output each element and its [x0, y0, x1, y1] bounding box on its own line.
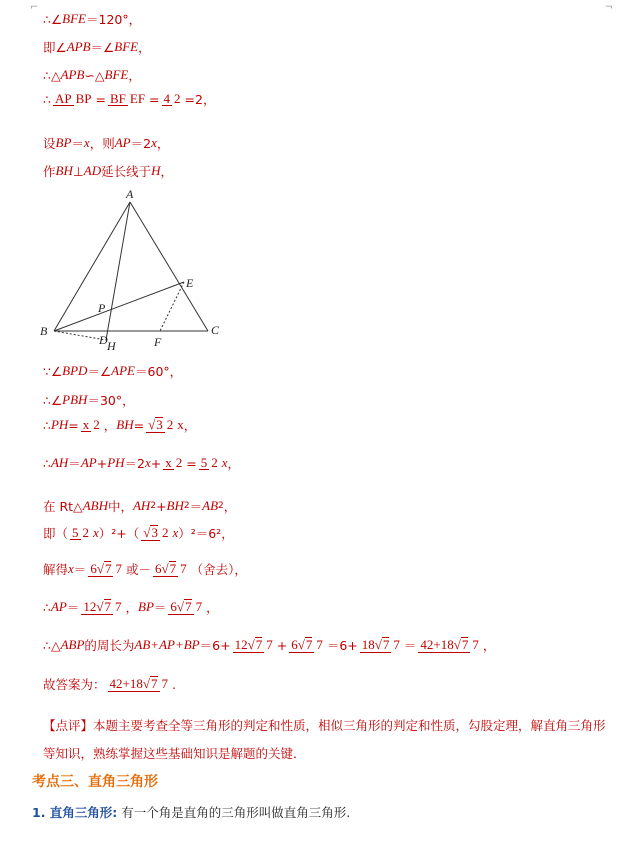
text: ＝6+ — [326, 638, 358, 653]
result: =2， — [184, 92, 216, 107]
fraction-12sqrt7-7 — [233, 637, 275, 653]
similar-symbol: ∽△ — [84, 67, 105, 83]
segment: PH — [107, 455, 125, 470]
variable: x — [83, 135, 90, 150]
therefore-angle: ∴∠ — [43, 11, 63, 27]
coefficient: 6 — [291, 637, 298, 653]
coefficient: 12 — [83, 599, 97, 615]
radicand: 7 — [169, 561, 177, 577]
solution-line-8 — [43, 391, 135, 409]
text: ）²+（ — [98, 526, 140, 541]
denominator: 2 — [166, 417, 174, 433]
text: ， — [183, 418, 197, 433]
text: ＝ — [66, 600, 80, 615]
definition-text: 有一个角是直角的三角形叫做直角三角形. — [117, 805, 351, 820]
text: ＝6+ — [199, 638, 231, 653]
sqrt-sign: √ — [143, 525, 151, 541]
angle-b: APE — [111, 363, 135, 378]
fraction-sqrt3-2 — [146, 417, 175, 433]
radicand: 7 — [255, 637, 263, 653]
text: + — [150, 455, 162, 471]
text: = — [133, 417, 145, 433]
text: 在 Rt△ — [43, 499, 83, 514]
solution-line-14 — [43, 598, 219, 616]
text: ， — [138, 40, 151, 55]
variable: x — [93, 525, 99, 540]
text: ∴ — [43, 417, 51, 433]
label-c: C — [211, 323, 220, 337]
text: ＝ — [71, 136, 84, 151]
fraction-answer — [108, 676, 170, 692]
text: ＝∠ — [87, 364, 112, 379]
label-a: A — [126, 188, 134, 201]
denominator: 7 — [180, 561, 187, 577]
segment: BH — [116, 417, 134, 432]
text: 的周长为 — [84, 638, 135, 653]
solution-line-7 — [43, 362, 182, 380]
solution-line-4 — [43, 90, 215, 108]
segment-be — [54, 282, 184, 331]
denominator: 7 — [316, 637, 323, 653]
denominator: 7 — [115, 599, 122, 615]
solution-line-5 — [43, 134, 169, 152]
radicand: 7 — [104, 561, 112, 577]
segment: PH — [50, 417, 69, 432]
coefficient: 6 — [170, 599, 177, 615]
segment: BH — [166, 498, 184, 513]
triangle: ABP — [60, 637, 85, 652]
text: 即∠ — [43, 40, 67, 55]
fraction-sqrt3-2 — [141, 525, 170, 541]
equation-rest: ＝120°， — [86, 12, 142, 27]
angle-b: BFE — [114, 39, 139, 54]
variable: x — [151, 135, 157, 150]
fraction-18sqrt7-7 — [360, 637, 402, 653]
radicand: 3 — [151, 525, 158, 541]
definition-label: 1. 直角三角形: — [32, 805, 118, 820]
fraction-5-2 — [199, 456, 220, 471]
sqrt-sign: √ — [297, 637, 305, 653]
denominator: 7 — [115, 561, 122, 577]
radicand: 3 — [156, 417, 163, 433]
radicand: 7 — [461, 637, 469, 653]
numerator: 5 — [72, 524, 79, 540]
page-corner-mark-left: ⌐ — [30, 2, 39, 13]
equals: = — [95, 91, 106, 107]
fraction-4-2 — [162, 92, 183, 107]
coefficient: 6 — [90, 561, 97, 577]
text: 设 — [43, 136, 56, 151]
text: . — [172, 676, 176, 692]
denominator: 7 — [161, 676, 168, 692]
denominator: 7 — [393, 637, 400, 653]
text: ＝2 — [124, 456, 145, 471]
text: ∴△ — [43, 637, 61, 653]
text: + — [156, 498, 167, 514]
radicand: 7 — [305, 637, 313, 653]
angle-a: BPD — [62, 363, 88, 378]
text: ， — [206, 600, 219, 615]
label-f: F — [154, 335, 162, 349]
text: ＝2 — [130, 136, 152, 151]
segment: AP — [114, 135, 131, 150]
fraction-6sqrt7-7 — [289, 637, 325, 653]
point: H — [151, 163, 161, 178]
triangle-figure — [36, 188, 236, 356]
segment: AB — [202, 498, 219, 513]
text: 中， — [107, 499, 133, 514]
text: + — [96, 455, 108, 471]
angle: PBH — [62, 392, 88, 407]
numerator: AP — [54, 90, 72, 106]
denominator: 2 — [174, 90, 181, 106]
denominator: 2 — [93, 416, 100, 432]
solution-line-6 — [43, 162, 173, 180]
segment: BP — [55, 135, 72, 150]
coefficient: 42+18 — [109, 676, 143, 692]
angle-name: BFE — [62, 11, 86, 26]
sqrt-sign: √ — [96, 561, 104, 577]
segment: BP — [138, 599, 154, 614]
solution-line-9 — [43, 416, 196, 434]
text: 延长线于 — [101, 164, 152, 179]
perimeter-expression: AB+AP+BP — [134, 637, 200, 652]
text: ， — [223, 499, 237, 514]
text: ∴∠ — [43, 392, 63, 408]
sqrt-sign: √ — [374, 637, 382, 653]
fraction-5-2 — [70, 526, 91, 541]
text: ，则 — [89, 136, 115, 151]
equals: = — [149, 91, 160, 107]
segment: AD — [83, 163, 102, 178]
fraction-final — [418, 637, 480, 653]
numerator: 5 — [200, 454, 208, 470]
fraction-x-2 — [81, 418, 102, 433]
variable: x — [177, 417, 184, 432]
variable: x — [68, 561, 74, 576]
text: ∴ — [43, 599, 51, 615]
solution-line-13 — [43, 560, 247, 578]
text: 作 — [43, 164, 56, 179]
text: ＝60°， — [135, 364, 183, 379]
text: ＝∠ — [90, 40, 115, 55]
radicand: 7 — [185, 599, 192, 615]
text: ， — [103, 418, 117, 433]
denominator: EF — [129, 90, 146, 106]
denominator: 2 — [161, 525, 169, 541]
text: + — [276, 637, 288, 653]
sqrt-sign: √ — [176, 599, 185, 615]
exponent: 2 — [183, 501, 190, 511]
variable: x — [172, 525, 179, 540]
triangle-a: APB — [60, 67, 85, 82]
sqrt-sign: √ — [453, 637, 461, 653]
fraction-6sqrt7-7 — [168, 599, 204, 615]
coefficient: 18 — [361, 637, 375, 653]
sqrt-sign: √ — [96, 599, 104, 615]
denominator: 7 — [472, 637, 479, 653]
radicand: 7 — [104, 599, 111, 615]
sqrt-sign: √ — [247, 637, 255, 653]
answer-label: 故答案为： — [43, 677, 106, 692]
denominator: 7 — [266, 637, 273, 653]
solution-line-10 — [43, 454, 240, 472]
solution-line-2 — [43, 38, 151, 56]
denominator: 2 — [211, 454, 218, 470]
segment: AH — [132, 498, 151, 513]
label-e: E — [186, 276, 194, 290]
text: ＝ — [189, 499, 203, 514]
fraction-12sqrt7-7 — [81, 599, 123, 615]
sqrt-sign: √ — [142, 676, 150, 692]
section-title: 考点三、直角三角形 — [32, 774, 158, 790]
fraction-6sqrt7-7 — [153, 561, 189, 577]
coefficient: 12 — [234, 637, 248, 653]
label-b: B — [40, 324, 48, 338]
exponent: 2 — [150, 501, 157, 511]
text: ＝ — [73, 562, 87, 577]
text: ∵∠ — [43, 363, 63, 379]
text: ， — [482, 638, 496, 653]
text: = — [186, 455, 197, 471]
coefficient: 42+18 — [420, 637, 454, 653]
denominator: 2 — [82, 524, 90, 540]
radicand: 7 — [151, 676, 158, 692]
solution-line-3 — [43, 66, 141, 84]
comment-line-1: 【点评】本题主要考查全等三角形的判定和性质，相似三角形的判定和性质，勾股定理，解直角三角形 — [43, 718, 606, 733]
text: 或－ — [125, 562, 151, 577]
text: ∴△ — [43, 67, 61, 83]
text: ， — [128, 68, 141, 83]
fraction-6sqrt7-7 — [88, 561, 124, 577]
definition — [32, 803, 350, 821]
solution-line-11 — [43, 497, 236, 515]
text: ， — [156, 136, 170, 151]
solution-line-16-answer — [43, 675, 176, 693]
text: （舍去）， — [190, 562, 247, 577]
denominator: 2 — [175, 454, 183, 470]
text: ＝ — [153, 600, 167, 615]
numerator: x — [165, 454, 172, 470]
comment-line-2: 等知识，熟练掌握这些基础知识是解题的关键． — [43, 746, 306, 761]
solution-line-15 — [43, 636, 495, 654]
radicand: 7 — [382, 637, 390, 653]
text: ＝30°， — [87, 393, 135, 408]
fraction-ap-bp — [53, 92, 94, 107]
perpendicular-symbol: ⊥ — [72, 163, 84, 179]
segment: AH — [50, 455, 69, 470]
fraction-x-2 — [163, 456, 184, 471]
sqrt-sign: √ — [148, 417, 156, 433]
coefficient: 6 — [154, 561, 162, 577]
segment: BH — [55, 163, 73, 178]
angle-a: APB — [66, 39, 91, 54]
text: = — [68, 417, 79, 433]
text: ∴ — [43, 455, 51, 471]
denominator: 7 — [195, 599, 203, 615]
solution-line-1 — [43, 10, 141, 28]
text: ， — [227, 456, 241, 471]
solution-line-12 — [43, 524, 234, 542]
segment: AP — [80, 455, 97, 470]
exponent: 2 — [218, 501, 224, 511]
triangle: ABH — [82, 498, 108, 513]
text: ＝ — [403, 638, 417, 653]
text: ∴ — [43, 91, 51, 107]
variable: x — [144, 455, 151, 470]
sqrt-sign: √ — [161, 561, 169, 577]
variable: x — [221, 455, 228, 470]
numerator: 4 — [163, 90, 171, 106]
label-d: D — [99, 333, 108, 347]
text: 即（ — [43, 526, 69, 541]
text: ， — [160, 164, 174, 179]
fraction-bf-ef — [108, 92, 147, 107]
label-h: H — [107, 339, 116, 353]
denominator: BP — [75, 90, 92, 106]
segment: AP — [50, 599, 67, 614]
numerator: BF — [109, 90, 126, 106]
triangle-b: BFE — [104, 67, 129, 82]
text: ＝ — [68, 456, 81, 471]
text: 解得 — [43, 562, 69, 577]
page-corner-mark-right: ¬ — [604, 2, 613, 13]
numerator: x — [82, 416, 90, 432]
label-p: P — [98, 301, 106, 315]
text: ）²＝6²， — [178, 526, 234, 541]
text: ， — [125, 600, 139, 615]
